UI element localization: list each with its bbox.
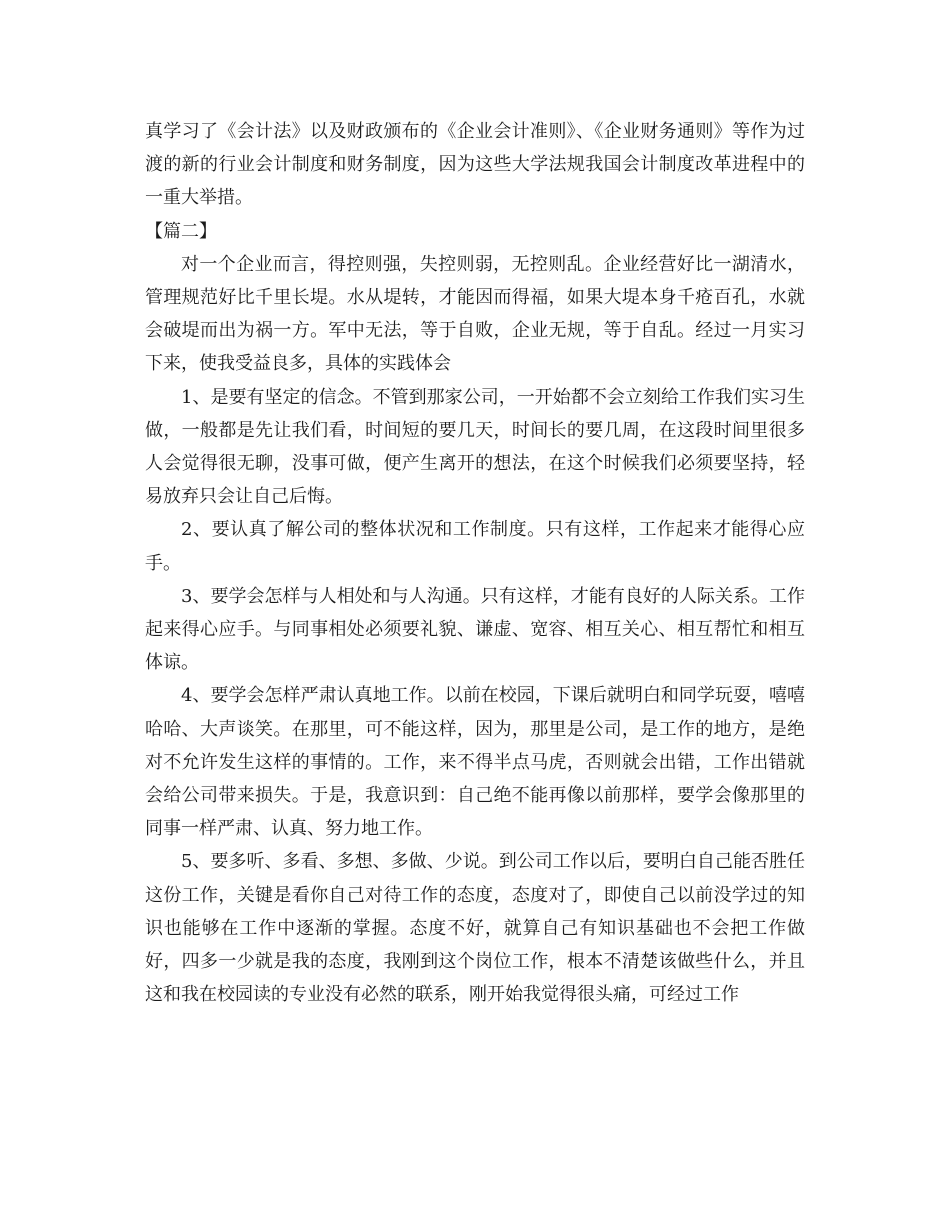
paragraph-point-1: 1、是要有坚定的信念。不管到那家公司，一开始都不会立刻给工作我们实习生做，一般都是先让我们看，时间短的要几天，时间长的要几周，在这段时间里很多人会觉得很无聊，没事可做，便产生离开的想法，在这个时候我们必须要坚持，轻易放弃只会让自己后悔。 (145, 386, 805, 508)
document-body (145, 115, 805, 1011)
paragraph-intro: 对一个企业而言，得控则强，失控则弱，无控则乱。企业经营好比一湖清水，管理规范好比千里长堤。水从堤转，才能因而得福，如果大堤本身千疮百孔，水就会破堤而出为祸一方。军中无法，等于自败，企业无规，等于自乱。经过一月实习下来，使我受益良多，具体的实践体会 (145, 253, 805, 375)
paragraph-point-5: 5、要多听、多看、多想、多做、少说。到公司工作以后，要明白自己能否胜任这份工作，关键是看你自己对待工作的态度，态度对了，即使自己以前没学过的知识也能够在工作中逐渐的掌握。态度不好，就算自己有知识基础也不会把工作做好，四多一少就是我的态度，我刚到这个岗位工作，根本不清楚该做些什么，并且这和我在校园读的专业没有必然的联系，刚开始我觉得很头痛，可经过工作 (145, 851, 805, 1006)
paragraph-point-3: 3、要学会怎样与人相处和与人沟通。只有这样，才能有良好的人际关系。工作起来得心应手。与同事相处必须要礼貌、谦虚、宽容、相互关心、相互帮忙和相互体谅。 (145, 585, 805, 674)
paragraph-point-2: 2、要认真了解公司的整体状况和工作制度。只有这样，工作起来才能得心应手。 (145, 519, 805, 574)
paragraph-point-4: 4、要学会怎样严肃认真地工作。以前在校园，下课后就明白和同学玩耍，嘻嘻哈哈、大声谈笑。在那里，可不能这样，因为，那里是公司，是工作的地方，是绝对不允许发生这样的事情的。工作，来不得半点马虎，否则就会出错，工作出错就会给公司带来损失。于是，我意识到：自己绝不能再像以前那样，要学会像那里的同事一样严肃、认真、努力地工作。 (145, 685, 805, 840)
paragraph-continuation: 真学习了《会计法》以及财政颁布的《企业会计准则》、《企业财务通则》等作为过渡的新的行业会计制度和财务制度，因为这些大学法规我国会计制度改革进程中的一重大举措。 (145, 121, 805, 209)
section-heading: 【篇二】 (145, 220, 217, 242)
